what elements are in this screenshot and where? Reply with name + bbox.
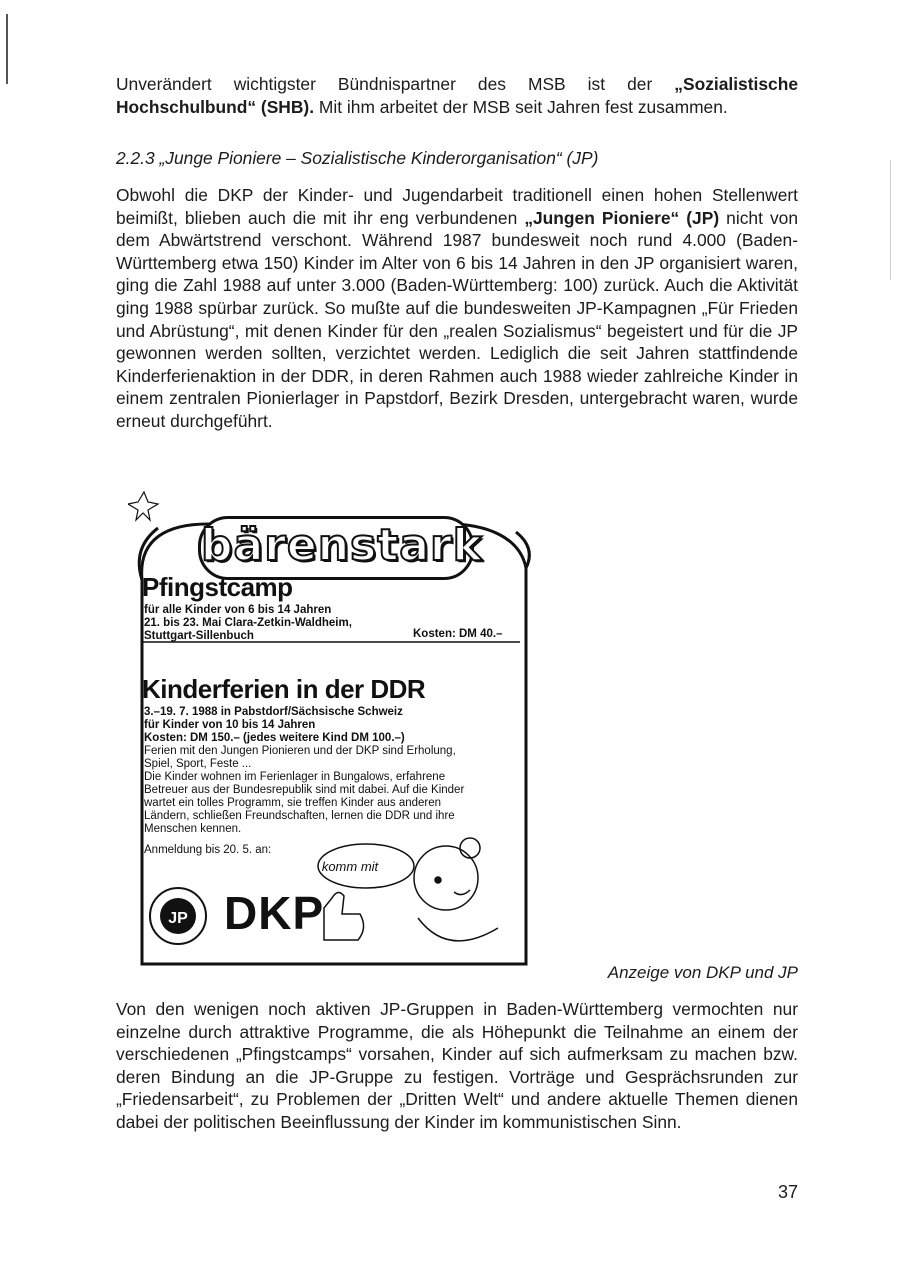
camp-line: Stuttgart-Sillenbuch [144, 630, 254, 642]
paragraph-pfingstcamps: Von den wenigen noch aktiven JP-Gruppen in Baden-Württemberg vermochten nur einzelne durch attraktive Programme, die als Höhepunkt die Teilnahme an einem der verschiedenen „Pfingstcamps“ vorsahen, Kinder auf sich aufmerksam zu machen bzw. deren Bindung an die JP-Gruppe zu festigen. Vorträge und Gesprächsrunden zur „Friedensarbeit“, zu Problemen der „Dritten Welt“ und andere aktuelle Themen dienen dabei der politischen Beeinflussung der Kinder im kommunistischen Sinn. [116, 999, 798, 1132]
paragraph-shb-bold: „Sozialistische Hochschulbund“ (SHB). [116, 74, 798, 117]
section-heading: 2.2.3 „Junge Pioniere – Sozialistische Kinderorganisation“ (JP) [116, 148, 599, 168]
dkp-logo: DKP [224, 887, 325, 939]
paragraph-jp-text-2: nicht von dem Abwärtstrend verschont. Während 1987 bundesweit noch rund 4.000 (Baden-Württemberg etwa 150) Kinder im Alter von 6 bis 14 Jahren in den JP organisiert waren, ging die Zahl 1988 auf unter 3.000 (Baden-Württemberg: 100) zurück. Auch die Aktivität ging 1988 spürbar zurück. So mußte auf die bundesweiten JP-Kampagnen „Für Frieden und Abrüstung“, mit denen Kinder für den „realen Sozialismus“ begeistert und für die JP gewonnen werden sollten, verzichtet werden. Lediglich die seit Jahren stattfindende Kinderferienaktion in der DDR, in deren Rahmen auch 1988 wieder zahlreiche Kinder in einem zentralen Pionierlager in Papstdorf, Bezirk Dresden, untergebracht waren, wurde erneut durchgeführt. [116, 207, 798, 431]
holiday-line: Spiel, Sport, Feste ... [144, 758, 252, 770]
paragraph-shb [116, 73, 798, 118]
holiday-heading: Kinderferien in der DDR [142, 674, 426, 704]
paragraph-jp-bold: „Jungen Pioniere“ (JP) [524, 207, 720, 228]
holiday-line: Betreuer aus der Bundesrepublik sind mit dabei. Auf die Kinder [144, 784, 465, 796]
holiday-line: Ferien mit den Jungen Pionieren und der DKP sind Erholung, [144, 745, 456, 757]
paragraph-jp-text-1: Obwohl die DKP der Kinder- und Jugendarbeit traditionell einen hohen Stellenwert beimißt, blieben auch die mit ihr eng verbundenen [116, 185, 798, 228]
camp-line: 21. bis 23. Mai Clara-Zetkin-Waldheim, [144, 617, 352, 629]
scan-edge-mark [6, 14, 8, 84]
camp-cost: Kosten: DM 40.– [413, 628, 503, 640]
paragraph-shb-text-1: Unverändert wichtigster Bündnispartner des MSB ist der [116, 74, 675, 94]
holiday-line: Menschen kennen. [144, 823, 242, 835]
holiday-line: wartet ein tolles Programm, sie treffen Kinder aus anderen [144, 797, 442, 809]
holiday-line: 3.–19. 7. 1988 in Pabstdorf/Sächsische Schweiz [144, 706, 403, 718]
jp-emblem-text: JP [168, 910, 188, 927]
registration-text: Anmeldung bis 20. 5. an: [144, 844, 272, 856]
jp-emblem-icon [150, 888, 206, 944]
holiday-line: Die Kinder wohnen im Ferienlager in Bungalows, erfahrene [144, 771, 446, 783]
advertisement [128, 488, 540, 972]
star-doodle-icon [128, 492, 158, 520]
holiday-line: Ländern, schließen Freundschaften, lernen die DDR und ihre [144, 810, 455, 822]
holiday-line: für Kinder von 10 bis 14 Jahren [144, 719, 316, 731]
speech-bubble-text: komm mit [321, 859, 379, 874]
page-number: 37 [777, 1182, 798, 1202]
ad-title: bärenstark [198, 516, 474, 580]
camp-line: für alle Kinder von 6 bis 14 Jahren [144, 604, 332, 616]
holiday-line: Kosten: DM 150.– (jedes weitere Kind DM 100.–) [144, 732, 405, 744]
figure-caption: Anzeige von DKP und JP [607, 963, 798, 982]
paragraph-jp [116, 184, 798, 433]
scan-edge-mark-right [890, 160, 891, 280]
camp-heading: Pfingstcamp [142, 572, 293, 602]
paragraph-shb-text-2: Mit ihm arbeitet der MSB seit Jahren fest zusammen. [314, 96, 728, 117]
